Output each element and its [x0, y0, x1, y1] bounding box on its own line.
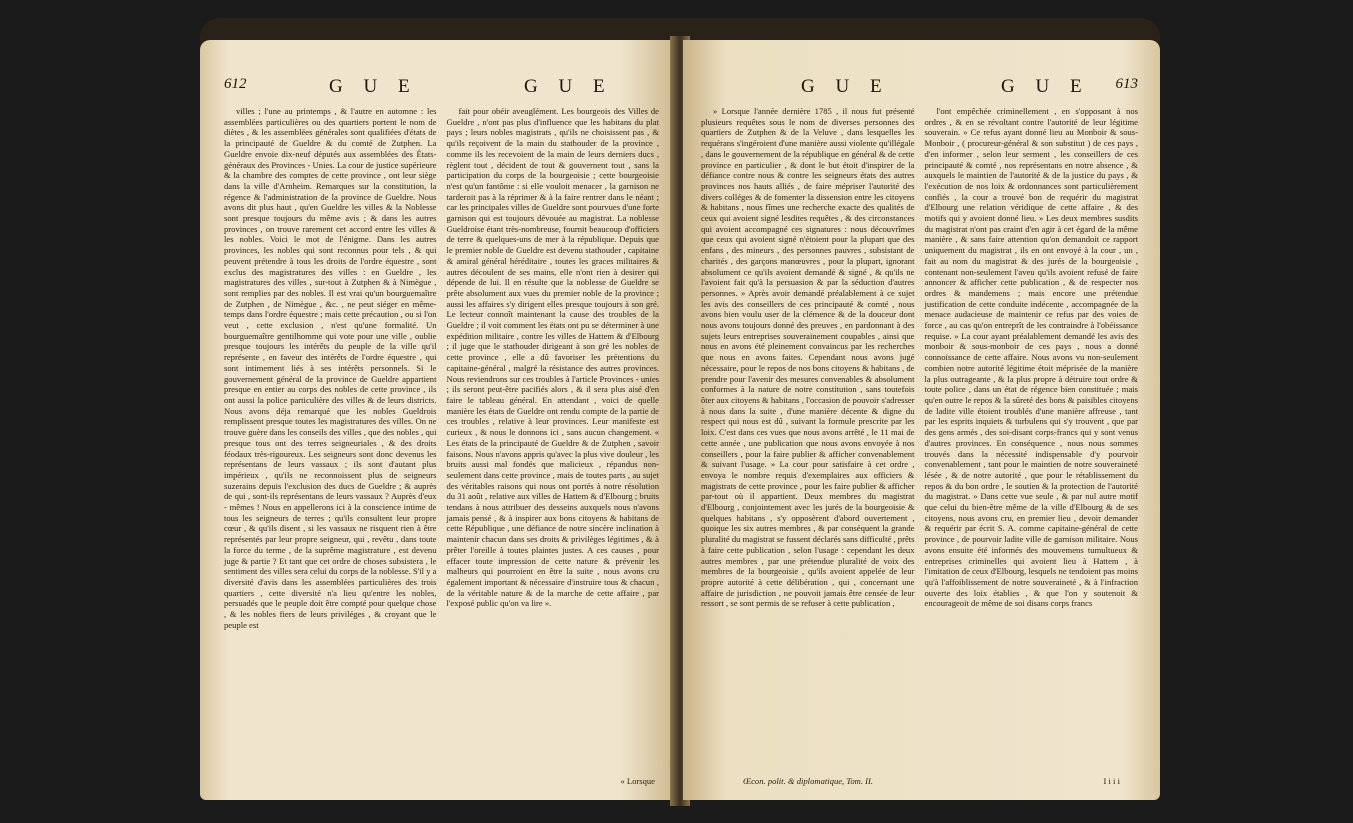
open-book: [200, 18, 1160, 816]
right-running-head-2: G U E: [1001, 76, 1090, 97]
left-page-column-2: fait pour obéir aveuglément. Les bourgeois des Villes de Gueldre , n'ont pas plus d'influence que les habitans du plat pays ; leurs nobles magistrats , qu'ils ne choisissent pas , & qu'ils reçoivent de la main du stathouder de la province , comme ils les recevoient de la main de leurs derniers ducs , règlent tout , décident de tout & gouvernent tout , sans la participation du corps de la bourgeoisie ; cette bourgeoisie n'est qu'un fantôme : si elle vouloit menacer , la garnison ne tarderoit pas à la réprimer & à la faire rentrer dans le néant ; car les principales villes de Gueldre sont pourvues d'une forte garnison qui est toujours dévouée au magistrat. La noblesse Gueldroise étant très-nombreuse, fournit beaucoup d'officiers de terre & quelques-uns de mer à la république. Depuis que le premier noble de Gueldre est devenu stathouder , capitaine & amiral général héréditaire , toutes les graces militaires & autres découlent de ses mains, elle n'ont rien à desirer qui dépende de lui. Il en résulte que la noblesse de Gueldre se prête absolument aux vues du premier noble de la province ; aussi les affaires s'y dirigent elles presque toujours à son gré. Le lecteur connoît maintenant la cause des troubles de la Gueldre ; il voit comment les états ont pu se déterminer à une expédition militaire , contre les villes de Hattem & d'Elbourg ; il juge que le stathouder dirigeant à son gré les nobles de cette province , elle a dû favoriser les prétentions du capitaine-général , malgré la résistance des autres provinces. Nous reviendrons sur ces troubles à l'article Provinces - unies ; ils seront peut-être pacifiés alors , & il sera plus aisé d'en faire le tableau général. En attendant , voici de quelle manière les états de Gueldre ont rendu compte de la partie de ces troubles , relative à leur provinces. Leur manifeste est curieux , & nous le donnons ici , sans aucun changement. « Les états de la principauté de Gueldre & de Zutphen , savoir faisons. Nous n'avons appris qu'avec la plus vive douleur , les bruits aussi mal fondés que malicieux , répandus non-seulement dans cette province , mais de toutes parts , au sujet des véritables raisons qui nous ont portés à notre résolution du 31 août , relative aux villes de Hattem & d'Elbourg ; bruits tendans à nous attribuer des desseins auxquels nous n'avons jamais pensé , & à inspirer aux bons citoyens & habitans de cette République , une défiance de notre sincère inclination à maintenir chacun dans ses droits & privilèges légitimes , & à prêter l'oreille à toutes plaintes justes. A ces causes , pour effacer toute impression de cette nature & prévenir les malheurs qui pourroient en être la suite , nous avons cru également important & nécessaire d'instruire tous & chacun , de la véritable nature & de la marche de cette affaire , par l'exposé public qu'on va lire ».: [446, 106, 659, 609]
left-page-header: [224, 76, 659, 102]
left-page-catchword: « Lorsque: [620, 776, 655, 786]
right-page-footer-title: Œcon. polit. & diplomatique, Tom. II.: [743, 776, 874, 786]
left-running-head-2: G U E: [524, 76, 613, 97]
left-page: [200, 40, 677, 800]
left-page-number: 612: [224, 76, 247, 92]
right-page-number: 613: [1115, 76, 1138, 92]
right-running-head-1: G U E: [801, 76, 890, 97]
right-page-column-1: » Lorsque l'année dernière 1785 , il nous fut présenté plusieurs requêtes sous le nom de diverses personnes des quartiers de Zutphen & de la Veluve , dans lesquelles les requérans s'ingéroient d'une manière aussi violente qu'illégale , dans le gouvernement de la république en général & de cette province en particulier , & dont le but étoit d'inspirer de la défiance contre nous & contre les seigneurs états des autres provinces nos hauts alliés , de faire mépriser l'autorité des divers colléges & de fomenter la dissension entre les citoyens & habitans , nous fîmes une recherche exacte des qualités de ceux qui avoient signé lesdites requêtes , & des circonstances qui avoient accompagné ces signatures : nous découvrîmes que ceux qui avoient signé n'étoient pour la plupart que des enfans , des mineurs , des personnes pauvres , subsistant de charités , des garçons manœuvres , pour la plupart, ignorant absolument ce qu'ils avoient demandé & signé , & qu'ils ne l'avoient fait qu'à la persuasion & par la séduction d'autres personnes. » Après avoir demandé préalablement à ce sujet les avis des conseillers de ces principauté & comté , nous avons bien voulu user de la clémence & de la douceur dont nous avons toujours donné des preuves , en pardonnant à des sujets leurs entreprises souverainement coupables , ainsi que nous en avons été pleinement convaincus par les recherches que nous en avons faites. Cependant nous avons jugé nécessaire, pour le repos de nos bons citoyens & habitans , de prendre pour l'avenir des mesures convenables & absolument conformes à la nature de notre constitution , sans toutefois ôter aux citoyens & habitans , l'occasion de pouvoir s'adresser à nous dans la suite , d'une manière décente & digne du respect qui nous est dû , suivant la formule prescrite par les loix. C'est dans ces vues que nous avons arrêté , le 11 mai de cette année , une publication que nous avons envoyée à nos conseillers , pour la faire publier & afficher convenablement & suivant l'usage. » La cour pour satisfaire à cet ordre , envoya le nombre requis d'exemplaires aux officiers & magistrats de cette province , pour les faire publier & afficher par-tout où il appartient. Deux membres du magistrat d'Elbourg , conjointement avec les jurés de la bourgeoisie & quelques habitans , s'y opposèrent d'abord ouvertement , quoique les six autres membres , & par conséquent la grande pluralité du magistrat se fussent déclarés sans difficulté , prêts à faire cette publication , selon l'usage : cependant les deux autres membres , par une prétendue pluralité de voix des membres de la bourgeoisie , qu'ils avoient appelée de leur propre autorité à cette délibération , qui , concernant une affaire de jurisdiction , ne pouvoit jamais être censée de leur ressort , se sont permis de se refuser à cette publication ,: [701, 106, 915, 609]
right-page-signature: I i i i: [1103, 776, 1120, 786]
right-page-column-2: l'ont empêchée criminellement , en s'opposant à nos ordres , & en se révoltant contre l'autorité de leur légitime souverain. » Ce refus ayant donné lieu au Monboir & sous-Monboir , ( procureur-général & son substitut ) de ces pays , d'en informer , selon leur serment , les conseillers de ces principauté & comté , nos représentans en notre absence , & auxquels le maintien de l'autorité & de la justice du pays , & l'exécution de nos loix & ordonnances sont particulièrement confiés , la cour a trouvé bon de requérir du magistrat d'Elbourg une relation véridique de cette affaire , & des motifs qui y avoient donné lieu. » Les deux membres susdits du magistrat n'ont pas craint d'en agir à cet égard de la même manière , & sans faire attention qu'on demandoit ce rapport uniquement du magistrat , ils en ont envoyé à la cour , un , fait au nom du magistrat & des jurés de la bourgeoisie , contenant non-seulement l'aveu qu'ils avoient refusé de faire annoncer & afficher cette publication , & de respecter nos ordres & mandemens ; mais encore une prétendue justification de cette conduite indécente , accompagnée de la menace audacieuse de maintenir ce refus par des voies de force , au cas qu'on entreprît de les contraindre à l'obéissance requise. » La cour ayant préalablement demandé les avis des monboir & sous-monboir de ces pays , nous a donné connoissance de cette affaire. Nous avons vu non-seulement combien notre autorité légitime étoit méprisée de la manière la plus outrageante , & la plus propre à détruire tout ordre & toute police , dans un état de régence bien constituée ; mais qu'en outre le repos & la sûreté des bons & paisibles citoyens de ladite ville étoient troublés d'une manière affreuse , tant par les esprits inquiets & turbulens qui s'y trouvent , que par des gens armés , des soi-disant corps-francs qui y sont venus d'autres provinces. En conséquence , nous nous sommes trouvés dans la nécessité indispensable d'y pourvoir convenablement , tant pour le maintien de notre souveraineté lésée , & de notre autorité , que pour le rétablissement du repos & du bon ordre , le soutien & la protection de l'autorité du magistrat. » Dans cette vue seule , & par nul autre motif que celui du bien-être même de la ville d'Elbourg & de ses citoyens, nous avons cru, en premier lieu , devoir demander & requérir par écrit S. A. comme capitaine-général de cette province , de pourvoir ladite ville de garnison militaire. Nous avons ensuite été informés des mouvemens tumultueux & entreprises criminelles qui avoient lieu à Hattem , à l'imitation de ceux d'Elbourg, lesquels ne tendoient pas moins qu'à l'affoiblissement de notre souveraineté , & à l'infraction ouverte des loix établies , & que l'on y soutenoit & encourageoit de même de soi disans corps francs: [924, 106, 1138, 609]
right-page: [683, 40, 1160, 800]
left-running-head-1: G U E: [329, 76, 418, 97]
left-page-column-1: villes ; l'une au printemps , & l'autre en automne : les assemblées particulières ou des quartiers portent le nom de diètes , & les assemblées générales sont qualifiées d'états de la principauté de Gueldre & du comté de Zutphen. La Gueldre envoie dix-neuf députés aux assemblées des États-généraux des Provinces - Unies. La cour de justice supérieure & la chambre des comptes de cette province , ont leur siège dans la ville d'Arnheim. Remarques sur la constitution, la régence & l'administration de la province de Gueldre. Nous avons dit plus haut , qu'en Gueldre les villes & la Noblesse sont presque toujours du même avis ; & dans les autres provinces , on trouve rarement cet accord entre les villes & les nobles. Voici le mot de l'énigme. Dans les autres provinces, les nobles qui sont reconnus pour tels , & qui peuvent prétendre à tous les droits de l'ordre équestre , sont exclus des magistratures des villes : en Gueldre , les magistratures des villes , sur-tout à Zutphen & à Nimègue , sont remplies par des nobles. Il est vrai qu'un bourguemaître de Zutphen , de Nimègue , &c. , ne peut siéger en même-temps dans l'ordre équestre ; mais cette précaution , ou si l'on veut , cette exclusion , n'est qu'une formalité. Un bourguemaître gentilhomme qui vote pour une ville , oublie presque toujours les intérêts du peuple de la ville qu'il représente , en faveur des intérêts de l'ordre équestre , qui sont intimement liés à ses intérêts personnels. Si le gouvernement général de la province de Gueldre appartient presque en entier au corps des nobles de cette province , ils ont aussi la police particulière des villes & de leurs districts. Nous avons déja remarqué que les nobles Gueldrois remplissent presque toutes les magistratures des villes. On ne trouve guère dans les conseils des villes , que des nobles , qui presque tous ont des terres seigneuriales , & des droits féodaux très-rigoureux. Les seigneurs sont donc devenus les représentans de leurs vassaux ; ils sont d'autant plus impérieux , qu'ils ne reconnoissent plus de seigneurs suzerains depuis l'exclusion des ducs de Gueldre ; & auprès de qui , sont-ils représentans de leurs vassaux ? Auprès d'eux - mêmes ! Nous en appellerons ici à la conscience intime de tous les seigneurs de terres ; qu'ils consultent leur propre cœur , & qu'ils disent , si les vassaux ne risquent rien à être représentés par leur propre seigneur, qui , revêtu , dans toute la force du terme , de la suprême magistrature , est devenu juge & partie ? Et tant que cet ordre de choses subsistera , le sentiment des villes sera celui du corps de la noblesse. S'il y a diversité d'avis dans les assemblées particulières des trois quartiers , cette diversité n'a lieu qu'entre les nobles, persuadés que le peuple doit être compté pour quelque chose , & les nobles fiers de leurs priviléges , & croyant que le peuple est: [224, 106, 437, 630]
right-page-header: [701, 76, 1138, 102]
